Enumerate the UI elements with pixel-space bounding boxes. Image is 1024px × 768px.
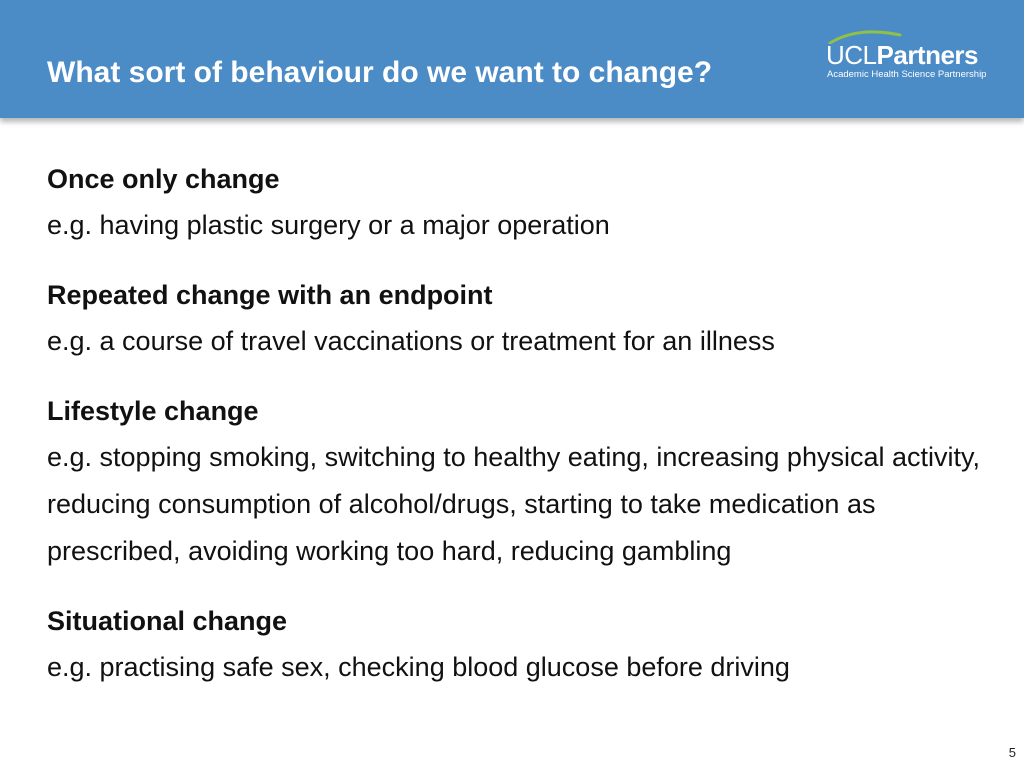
section-heading: Lifestyle change bbox=[47, 396, 259, 426]
section-example: e.g. stopping smoking, switching to healthy eating, increasing physical activity, reducing consumption of alcohol/drugs, starting to take medication as prescribed, avoiding working too hard, reducing gambling bbox=[47, 442, 980, 566]
title-bar bbox=[0, 0, 1024, 118]
section-repeated bbox=[47, 272, 997, 365]
section-heading: Situational change bbox=[47, 606, 288, 636]
section-example: e.g. having plastic surgery or a major operation bbox=[47, 210, 610, 240]
section-example: e.g. practising safe sex, checking blood glucose before driving bbox=[47, 652, 790, 682]
logo-wordmark bbox=[826, 40, 978, 70]
logo-wordmark-light: UCL bbox=[826, 40, 877, 70]
section-heading: Repeated change with an endpoint bbox=[47, 280, 493, 310]
section-situational bbox=[47, 598, 997, 691]
logo-wordmark-bold: Partners bbox=[876, 40, 979, 70]
page-number: 5 bbox=[1008, 745, 1016, 760]
section-once-only bbox=[47, 156, 997, 249]
slide-title: What sort of behaviour do we want to change? bbox=[47, 56, 713, 89]
section-example: e.g. a course of travel vaccinations or treatment for an illness bbox=[47, 326, 775, 356]
section-lifestyle bbox=[47, 388, 997, 575]
uclpartners-logo bbox=[826, 28, 996, 84]
logo-tagline: Academic Health Science Partnership bbox=[827, 69, 987, 80]
section-heading: Once only change bbox=[47, 164, 280, 194]
slide-content bbox=[47, 156, 997, 714]
